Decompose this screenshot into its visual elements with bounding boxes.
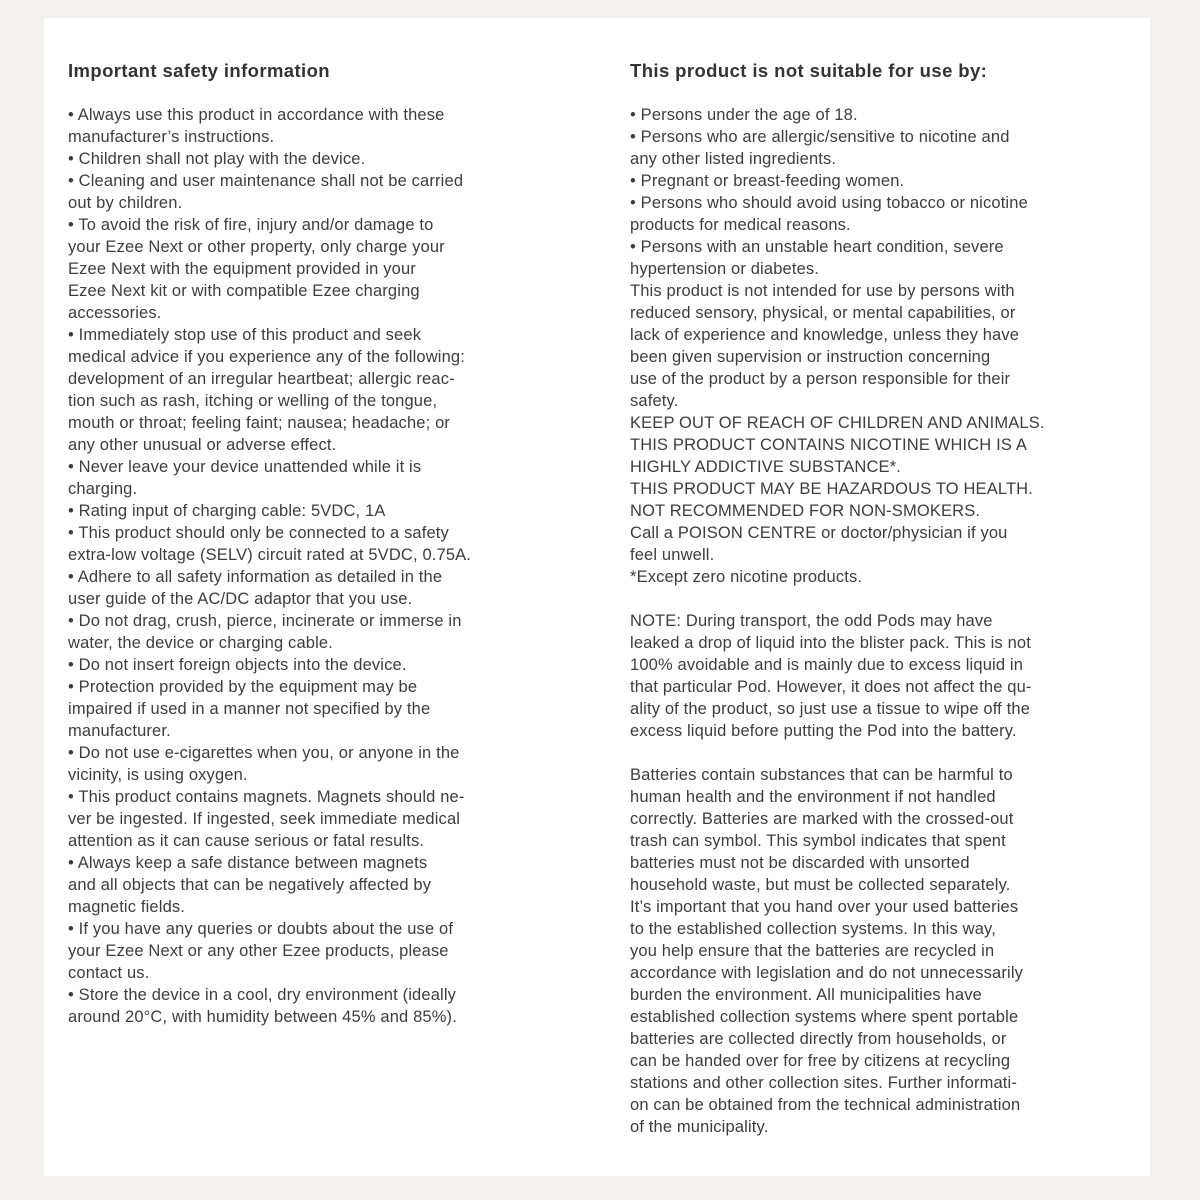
text-line: of the municipality. [630, 1118, 769, 1136]
text-line: Ezee Next kit or with compatible Ezee charging [68, 282, 420, 300]
text-line: • Never leave your device unattended while it is [68, 458, 422, 476]
text-line: extra-low voltage (SELV) circuit rated at 5VDC, 0.75A. [68, 546, 472, 564]
suitability-text [630, 104, 1146, 1138]
text-line: you help ensure that the batteries are recycled in [630, 942, 995, 960]
text-line: lack of experience and knowledge, unless they have [630, 326, 1020, 344]
text-line: been given supervision or instruction concerning [630, 348, 991, 366]
text-line: out by children. [68, 194, 183, 212]
text-line: It’s important that you hand over your used batteries [630, 898, 1019, 916]
text-line: trash can symbol. This symbol indicates that spent [630, 832, 1006, 850]
text-line: tion such as rash, itching or welling of the tongue, [68, 392, 438, 410]
text-line: 100% avoidable and is mainly due to excess liquid in [630, 656, 1024, 674]
text-line: burden the environment. All municipalities have [630, 986, 982, 1004]
text-line: excess liquid before putting the Pod into the battery. [630, 722, 1017, 740]
text-line: • Immediately stop use of this product and seek [68, 326, 422, 344]
text-line: leaked a drop of liquid into the blister pack. This is not [630, 634, 1031, 652]
text-line: • If you have any queries or doubts about the use of [68, 920, 454, 938]
safety-information-title: Important safety information [68, 60, 330, 81]
text-line: your Ezee Next or other property, only charge your [68, 238, 445, 256]
suitability-column [630, 60, 1146, 1138]
text-line: • Protection provided by the equipment may be [68, 678, 418, 696]
text-line: human health and the environment if not handled [630, 788, 996, 806]
text-line: reduced sensory, physical, or mental capabilities, or [630, 304, 1016, 322]
text-line: • Rating input of charging cable: 5VDC, 1A [68, 502, 386, 520]
text-line: your Ezee Next or any other Ezee products, please [68, 942, 449, 960]
text-line: that particular Pod. However, it does not affect the qu- [630, 678, 1032, 696]
text-line: • To avoid the risk of fire, injury and/or damage to [68, 216, 434, 234]
text-line: on can be obtained from the technical administration [630, 1096, 1021, 1114]
safety-leaflet-page [44, 18, 1150, 1176]
text-line: Ezee Next with the equipment provided in your [68, 260, 416, 278]
text-line: NOTE: During transport, the odd Pods may have [630, 612, 993, 630]
safety-information-text [68, 104, 624, 1028]
text-line: medical advice if you experience any of the following: [68, 348, 465, 366]
text-line: • Do not drag, crush, pierce, incinerate or immerse in [68, 612, 462, 630]
text-line: manufacturer’s instructions. [68, 128, 275, 146]
text-line: ver be ingested. If ingested, seek immediate medical [68, 810, 461, 828]
text-line [630, 742, 1146, 764]
text-line: THIS PRODUCT MAY BE HAZARDOUS TO HEALTH. [630, 480, 1033, 498]
text-line: safety. [630, 392, 679, 410]
text-line: charging. [68, 480, 138, 498]
text-line: vicinity, is using oxygen. [68, 766, 248, 784]
text-line: correctly. Batteries are marked with the crossed-out [630, 810, 1014, 828]
text-line: water, the device or charging cable. [68, 634, 333, 652]
text-line: manufacturer. [68, 722, 171, 740]
text-line: use of the product by a person responsible for their [630, 370, 1011, 388]
text-line: Batteries contain substances that can be harmful to [630, 766, 1013, 784]
text-line: Call a POISON CENTRE or doctor/physician if you [630, 524, 1008, 542]
text-line: impaired if used in a manner not specified by the [68, 700, 431, 718]
safety-information-column [68, 60, 624, 1028]
text-line: • Do not insert foreign objects into the device. [68, 656, 407, 674]
text-line: to the established collection systems. In this way, [630, 920, 996, 938]
text-line: • Persons with an unstable heart condition, severe [630, 238, 1004, 256]
text-line: development of an irregular heartbeat; allergic reac- [68, 370, 455, 388]
text-line: can be handed over for free by citizens at recycling [630, 1052, 1011, 1070]
text-line: products for medical reasons. [630, 216, 851, 234]
text-line: • Persons who are allergic/sensitive to nicotine and [630, 128, 1010, 146]
text-line: THIS PRODUCT CONTAINS NICOTINE WHICH IS A [630, 436, 1027, 454]
text-line: • This product contains magnets. Magnets should ne- [68, 788, 465, 806]
text-line: contact us. [68, 964, 150, 982]
text-line: household waste, but must be collected separately. [630, 876, 1011, 894]
text-line: ality of the product, so just use a tissue to wipe off the [630, 700, 1031, 718]
text-line: any other unusual or adverse effect. [68, 436, 337, 454]
text-line: hypertension or diabetes. [630, 260, 820, 278]
text-line: batteries are collected directly from households, or [630, 1030, 1007, 1048]
text-line: • Cleaning and user maintenance shall not be carried [68, 172, 464, 190]
text-line: • Persons who should avoid using tobacco or nicotine [630, 194, 1028, 212]
text-line: • Pregnant or breast-feeding women. [630, 172, 905, 190]
text-line: user guide of the AC/DC adaptor that you use. [68, 590, 413, 608]
text-line: • Adhere to all safety information as detailed in the [68, 568, 443, 586]
text-line: feel unwell. [630, 546, 715, 564]
text-line: • Always keep a safe distance between magnets [68, 854, 428, 872]
text-line: batteries must not be discarded with unsorted [630, 854, 970, 872]
text-line: This product is not intended for use by persons with [630, 282, 1015, 300]
text-line: • Store the device in a cool, dry environment (ideally [68, 986, 457, 1004]
text-line: *Except zero nicotine products. [630, 568, 863, 586]
text-line: stations and other collection sites. Further informati- [630, 1074, 1018, 1092]
text-line: • Always use this product in accordance with these [68, 106, 445, 124]
text-line: • Persons under the age of 18. [630, 106, 858, 124]
text-line: and all objects that can be negatively affected by [68, 876, 432, 894]
text-line: around 20°C, with humidity between 45% and 85%). [68, 1008, 457, 1026]
suitability-title: This product is not suitable for use by: [630, 60, 988, 81]
text-line: • This product should only be connected to a safety [68, 524, 449, 542]
text-line: accessories. [68, 304, 162, 322]
text-line: HIGHLY ADDICTIVE SUBSTANCE*. [630, 458, 902, 476]
text-line: established collection systems where spent portable [630, 1008, 1019, 1026]
text-line: magnetic fields. [68, 898, 186, 916]
text-line: KEEP OUT OF REACH OF CHILDREN AND ANIMALS. [630, 414, 1045, 432]
text-line: • Children shall not play with the device. [68, 150, 366, 168]
text-line: • Do not use e-cigarettes when you, or anyone in the [68, 744, 460, 762]
text-line: NOT RECOMMENDED FOR NON-SMOKERS. [630, 502, 981, 520]
text-line [630, 588, 1146, 610]
text-line: mouth or throat; feeling faint; nausea; headache; or [68, 414, 451, 432]
text-line: any other listed ingredients. [630, 150, 837, 168]
text-line: accordance with legislation and do not unnecessarily [630, 964, 1024, 982]
text-line: attention as it can cause serious or fatal results. [68, 832, 425, 850]
